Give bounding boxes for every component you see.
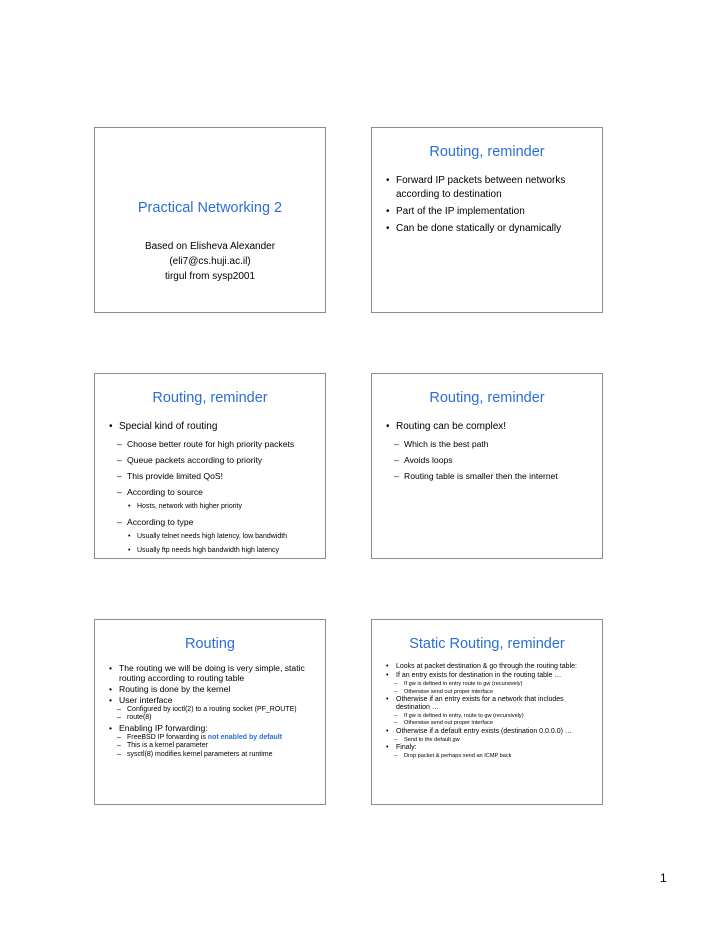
slide-title: Routing, reminder bbox=[429, 390, 545, 406]
bullet: • Forward IP packets between networks according to destination bbox=[384, 174, 594, 202]
bullet: • Otherwise if a default entry exists (destination 0.0.0.0) … bbox=[384, 728, 594, 736]
bullet: • If an entry exists for destination in the routing table … bbox=[384, 672, 594, 680]
sub-bullet: – Choose better route for high priority packets bbox=[107, 438, 317, 450]
subtitle-line: tirgul from sysp2001 bbox=[164, 271, 256, 282]
sub-bullet: – Queue packets according to priority bbox=[107, 454, 317, 466]
slide-3 bbox=[94, 373, 326, 559]
slide-title: Routing bbox=[185, 636, 235, 652]
subtitle-line: (eli7@cs.huji.ac.il) bbox=[169, 256, 251, 267]
slide-title: Practical Networking 2 bbox=[137, 200, 283, 216]
sub-bullet: – Configured by ioctl(2) to a routing socket (PF_ROUTE) bbox=[107, 706, 317, 714]
sub-bullet: – Which is the best path bbox=[384, 438, 594, 450]
bullet: • Looks at packet destination & go through the routing table: bbox=[384, 663, 594, 671]
slide-subtitle bbox=[95, 239, 325, 284]
sub-bullet: – Send to the default gw bbox=[384, 737, 594, 744]
sub-sub-bullet: • Usually telnet needs high latency, low bandwidth bbox=[107, 532, 317, 542]
slide-title: Static Routing, reminder bbox=[409, 636, 565, 652]
bullet: • User interface bbox=[107, 695, 317, 705]
sub-bullet: – Routing table is smaller then the internet bbox=[384, 470, 594, 482]
slide-body bbox=[107, 663, 317, 759]
slide-title: Routing, reminder bbox=[152, 390, 268, 406]
sub-bullet: – sysctl(8) modifies kernel parameters at runtime bbox=[107, 751, 317, 759]
bullet: • Routing is done by the kernel bbox=[107, 684, 317, 694]
sub-bullet: – Avoids loops bbox=[384, 454, 594, 466]
slide-6 bbox=[371, 619, 603, 805]
sub-bullet: – Drop packet & perhaps send an ICMP back bbox=[384, 753, 594, 760]
slide-5 bbox=[94, 619, 326, 805]
text: FreeBSD IP forwarding is bbox=[127, 733, 208, 741]
bullet: • Routing can be complex! bbox=[384, 420, 594, 434]
sub-bullet bbox=[107, 734, 317, 742]
sub-bullet: – If gw is defined in entry route to gw (recursively) bbox=[384, 681, 594, 688]
slide-2 bbox=[371, 127, 603, 313]
slide-title: Routing, reminder bbox=[429, 144, 545, 160]
sub-bullet: – Otherwise send out proper interface bbox=[384, 689, 594, 696]
bullet: • Otherwise if an entry exists for a network that includes destination … bbox=[384, 696, 594, 712]
slide-1 bbox=[94, 127, 326, 313]
sub-sub-bullet: • Hosts, network with higher priority bbox=[107, 502, 317, 512]
slide-body bbox=[107, 420, 317, 559]
sub-bullet: – This is a kernel parameter bbox=[107, 742, 317, 750]
slide-body bbox=[384, 174, 594, 239]
sub-bullet: – If gw is defined in entry, route to gw (recursively) bbox=[384, 713, 594, 720]
sub-bullet: – route(8) bbox=[107, 714, 317, 722]
bullet: • Part of the IP implementation bbox=[384, 205, 594, 219]
page-number: 1 bbox=[660, 871, 667, 885]
bullet: • The routing we will be doing is very simple, static routing according to routing table bbox=[107, 663, 317, 683]
sub-bullet: – According to type bbox=[107, 516, 317, 528]
slide-body bbox=[384, 420, 594, 486]
subtitle-line: Based on Elisheva Alexander bbox=[144, 241, 276, 252]
bullet: • Special kind of routing bbox=[107, 420, 317, 434]
highlight-text: not enabled by default bbox=[207, 733, 283, 741]
bullet: • Can be done statically or dynamically bbox=[384, 222, 594, 236]
bullet: • Finaly: bbox=[384, 744, 594, 752]
sub-bullet: – This provide limited QoS! bbox=[107, 470, 317, 482]
slide-4 bbox=[371, 373, 603, 559]
sub-sub-bullet: • Usually ftp needs high bandwidth high latency bbox=[107, 546, 317, 556]
slide-body bbox=[384, 663, 594, 760]
sub-bullet: – According to source bbox=[107, 486, 317, 498]
sub-bullet: – Otherwise send out proper interface bbox=[384, 720, 594, 727]
bullet: • Enabling IP forwarding: bbox=[107, 723, 317, 733]
